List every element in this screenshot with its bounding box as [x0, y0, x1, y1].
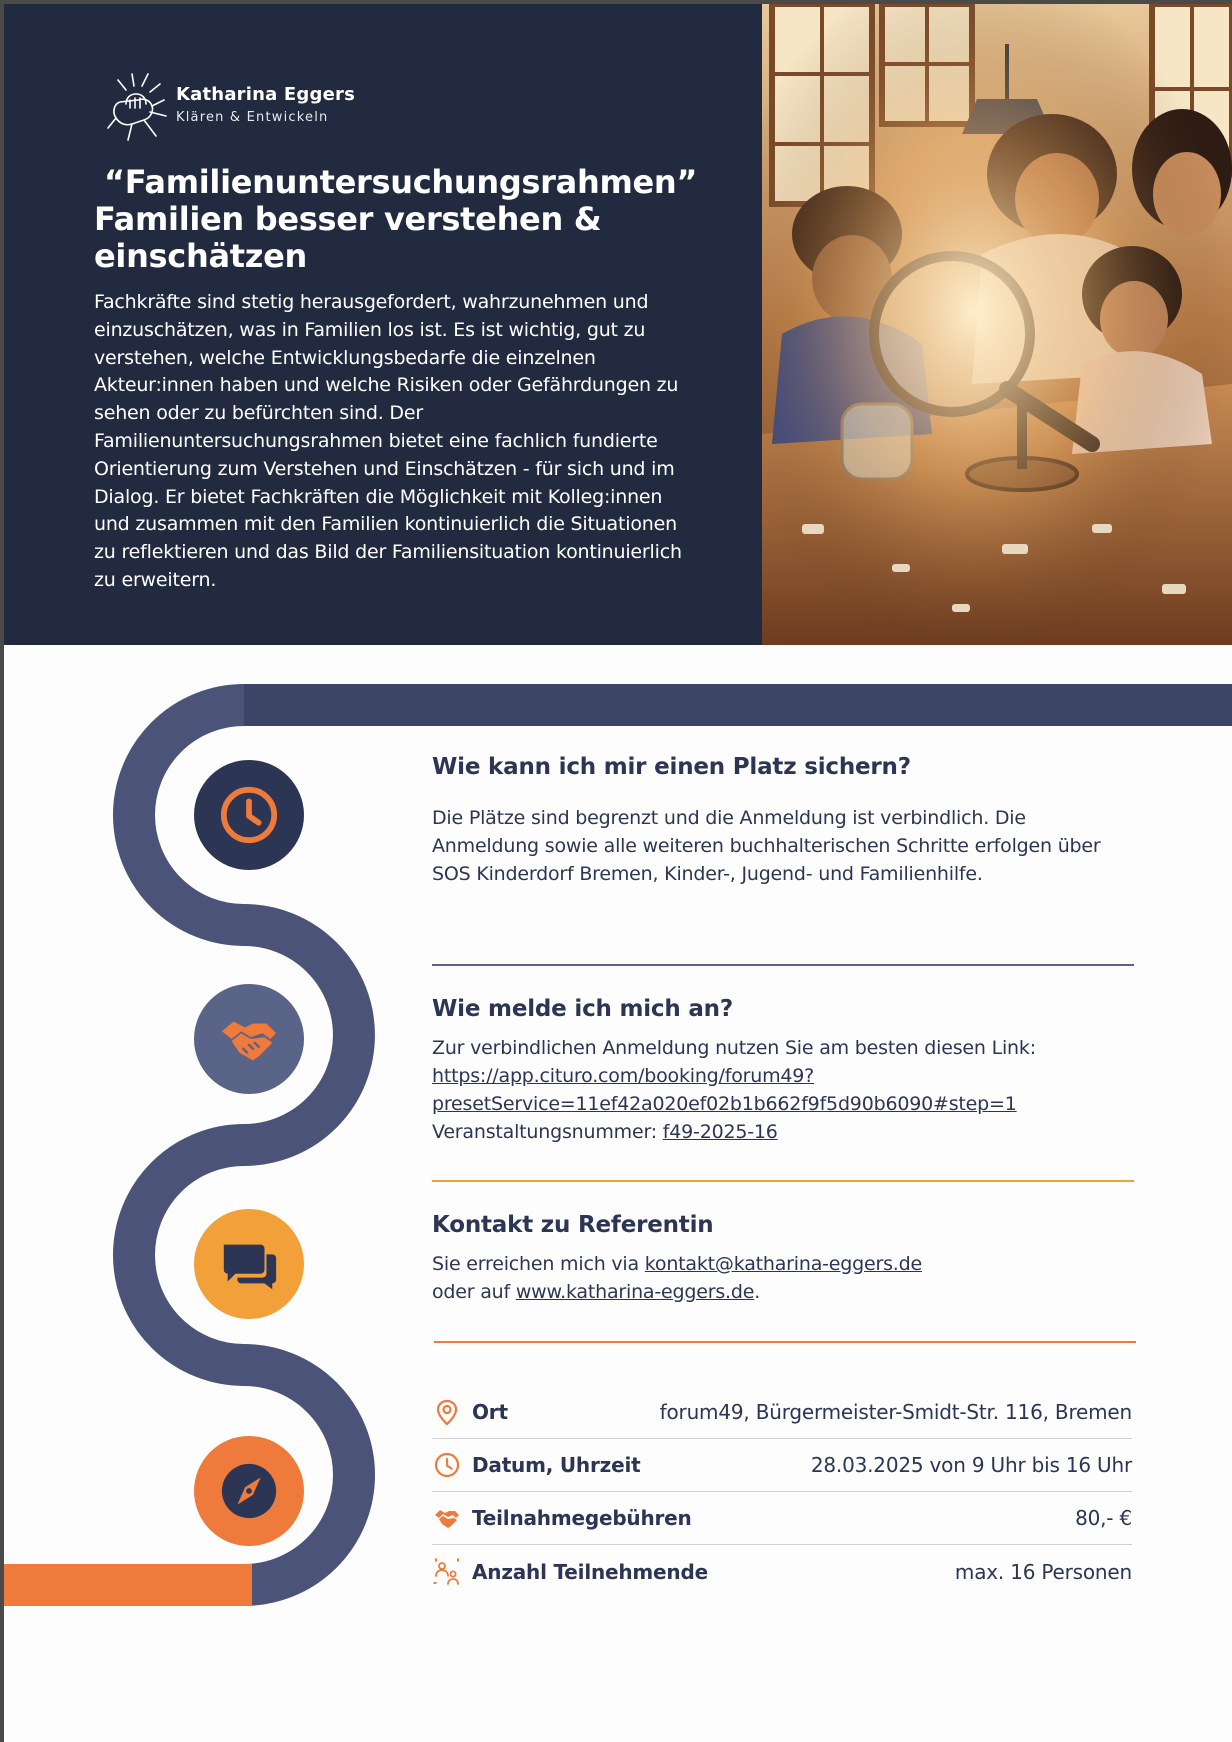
compass-icon: [218, 1460, 280, 1522]
flyer-page: [4, 4, 1232, 1742]
divider: [432, 1180, 1134, 1182]
step-clock: [194, 760, 304, 870]
intro-text: Fachkräfte sind stetig herausgefordert, wahrzunehmen und einzuschätzen, was in Familien los ist. Es ist wichtig, gut zu verstehen, welche Entwicklungsbedarfe die einzelnen Akteur:innen haben und welche Risiken oder Gefährdungen zu sehen oder zu befürchten sind. Der Familienuntersuchungsrahmen bietet eine fachlich fundierte Orientierung zum Verstehen und Einschätzen - für sich und im Dialog. Er bietet Fachkräften die Möglichkeit mit Kolleg:innen und zusammen mit den Familien kontinuierlich die Situationen zu reflektieren und das Bild der Familiensituation kontinuierlich zu erweitern.: [94, 291, 682, 591]
section-place-text: Die Plätze sind begrenzt und die Anmeldung ist verbindlich. Die Anmeldung sowie alle weiteren buchhalterischen Schritte erfolgen über SOS Kinderdorf Bremen, Kinder-, Jugend- und Familienhilfe.: [432, 807, 1101, 885]
section-contact: [432, 1212, 1136, 1306]
title-line-2: Familien besser verstehen & einschätzen: [94, 200, 602, 275]
section-place-heading: Wie kann ich mir einen Platz sichern?: [432, 754, 911, 780]
logo-name: Katharina Eggers: [176, 83, 355, 105]
step-compass: [194, 1436, 304, 1546]
registration-link[interactable]: [432, 1062, 1136, 1118]
info-row-location: [432, 1386, 1132, 1439]
divider: [434, 1341, 1136, 1343]
info-row-participants: [432, 1545, 1132, 1598]
info-label: Teilnahmegebühren: [472, 1506, 692, 1530]
event-info-table: [432, 1386, 1132, 1598]
logo: [104, 64, 355, 144]
clock-icon: [218, 784, 280, 846]
contact-line-1: Sie erreichen mich via kontakt@katharina-eggers.de: [432, 1253, 922, 1275]
title-line-1: “Familienuntersuchungsrahmen”: [104, 163, 698, 201]
info-label: Ort: [472, 1400, 508, 1424]
info-row-date: [432, 1439, 1132, 1492]
event-number-label: Veranstaltungsnummer:: [432, 1121, 663, 1143]
hero-photo: [762, 4, 1232, 645]
section-place: [432, 754, 1136, 888]
contact-line-2: oder auf www.katharina-eggers.de.: [432, 1281, 761, 1303]
section-register-text: Zur verbindlichen Anmeldung nutzen Sie am besten diesen Link:: [432, 1037, 1036, 1059]
logo-tagline: Klären & Entwickeln: [176, 109, 329, 125]
email-link[interactable]: kontakt@katharina-eggers.de: [644, 1253, 922, 1275]
people-icon: [433, 1558, 461, 1586]
info-value: 80,- €: [1075, 1506, 1132, 1530]
page-title: [94, 163, 698, 275]
info-label: Anzahl Teilnehmende: [472, 1559, 708, 1584]
divider: [432, 964, 1134, 966]
handshake-icon: [433, 1504, 461, 1532]
info-value: forum49, Bürgermeister-Smidt-Str. 116, Bremen: [659, 1400, 1132, 1424]
handshake-fist-logo-icon: [104, 64, 174, 144]
website-link[interactable]: www.katharina-eggers.de: [515, 1281, 755, 1303]
info-row-fee: [432, 1492, 1132, 1545]
event-number-line: [432, 1118, 1136, 1146]
section-contact-heading: Kontakt zu Referentin: [432, 1212, 714, 1238]
event-number-link[interactable]: f49-2025-16: [662, 1121, 778, 1143]
section-register: [432, 996, 1136, 1146]
info-label: Datum, Uhrzeit: [472, 1453, 641, 1477]
hero-section: [4, 4, 1232, 645]
chat-bubbles-icon: [218, 1233, 280, 1295]
handshake-icon: [218, 1008, 280, 1070]
location-pin-icon: [433, 1398, 461, 1426]
step-handshake: [194, 984, 304, 1094]
registration-link-line-2[interactable]: presetService=11ef42a020ef02b1b662f9f5d90b6090#step=1: [432, 1093, 1017, 1115]
registration-link-line-1[interactable]: https://app.cituro.com/booking/forum49?: [432, 1065, 815, 1087]
info-value: 28.03.2025 von 9 Uhr bis 16 Uhr: [810, 1453, 1132, 1477]
info-value: max. 16 Personen: [954, 1559, 1132, 1584]
section-register-heading: Wie melde ich mich an?: [432, 996, 733, 1022]
clock-icon: [433, 1451, 461, 1479]
step-chat: [194, 1209, 304, 1319]
